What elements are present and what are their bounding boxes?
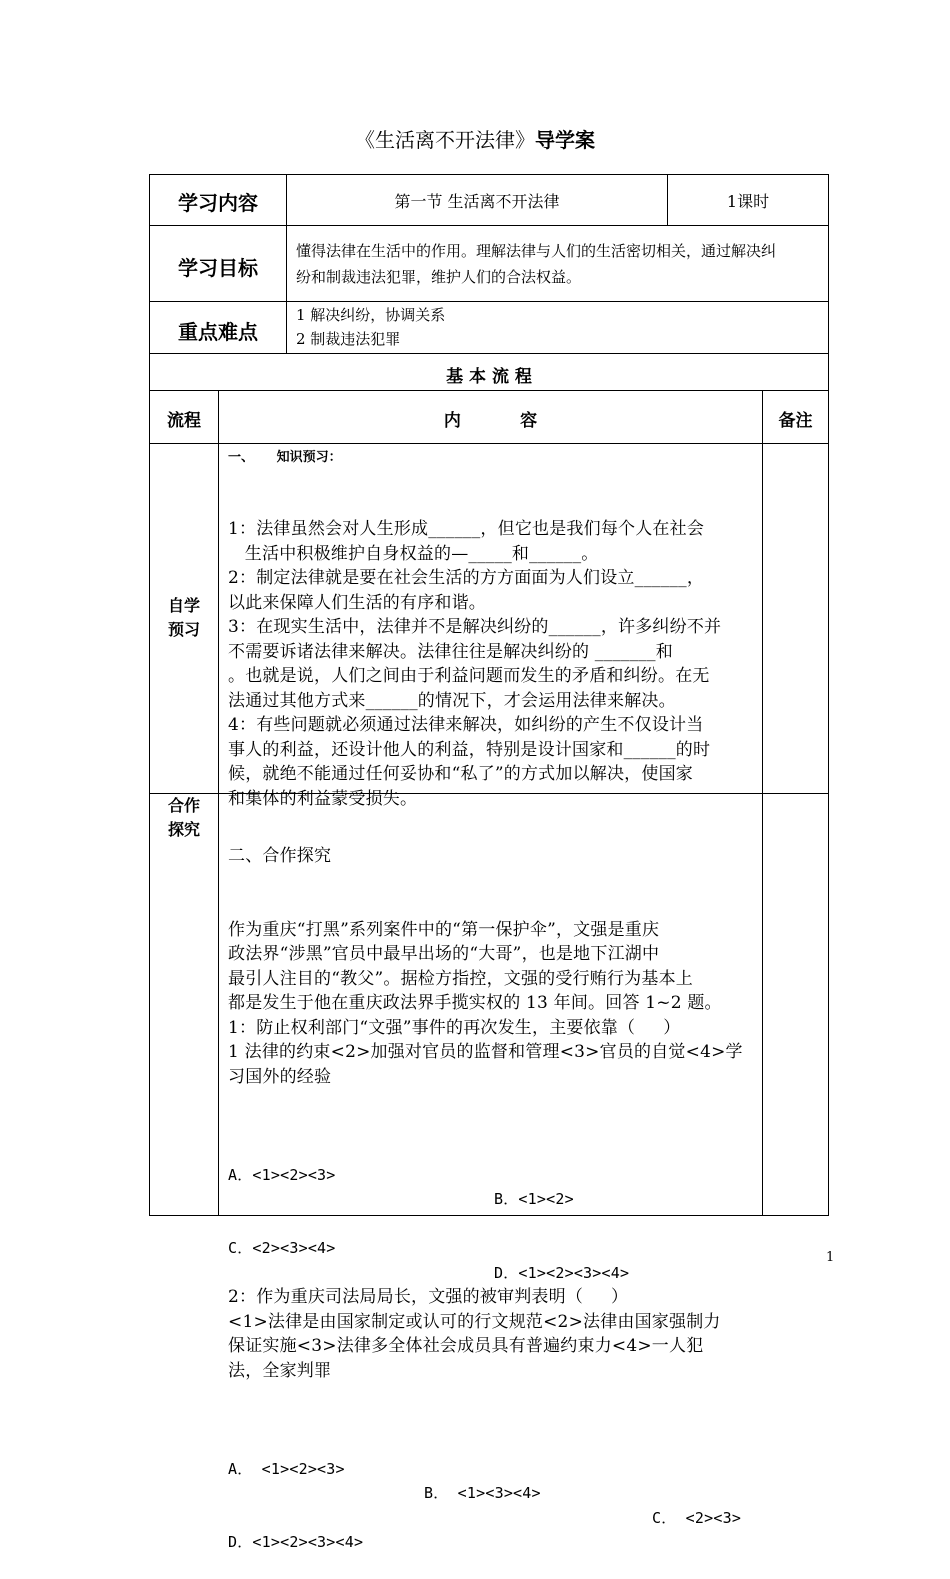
q1-option-a: A．<1><2><3> xyxy=(228,1165,336,1184)
key-label: 重点难点 xyxy=(178,320,258,344)
cooperation-label-line: 合作 xyxy=(167,796,200,815)
self-study-body xyxy=(228,468,760,836)
q1-option-c: C．<2><3><4> xyxy=(228,1239,336,1257)
self-study-line: 3：在现实生活中，法律并不是解决纠纷的______，许多纠纷不并 xyxy=(228,617,722,637)
self-study-line: 2：制定法律就是要在社会生活的方方面面为人们设立______， xyxy=(228,568,705,588)
goal-text xyxy=(296,238,776,290)
col-flow: 流程 xyxy=(167,411,201,431)
cooperation-body xyxy=(228,795,760,1555)
q2-options-row1 xyxy=(228,1432,760,1527)
key-point: 1 解决纠纷，协调关系 xyxy=(296,306,446,324)
q2-line: <1>法律是由国家制定或认可的行文规范<2>法律由国家强制力 xyxy=(228,1311,721,1332)
q1-options-row2 xyxy=(228,1212,760,1282)
self-study-heading: 一、 知识预习： xyxy=(228,450,342,465)
q1-options-row1 xyxy=(228,1138,760,1208)
cooperation-line: 作为重庆“打黑”系列案件中的“第一保护伞”，文强是重庆 xyxy=(228,919,660,940)
cooperation-line: 1：防止权利部门“文强”事件的再次发生，主要依靠（ ） xyxy=(228,1017,681,1038)
goal-line: 懂得法律在生活中的作用。理解法律与人们的生活密切相关，通过解决纠 xyxy=(296,242,777,260)
self-study-line: 4：有些问题就必须通过法律来解决，如纠纷的产生不仅设计当 xyxy=(228,715,704,735)
col-note: 备注 xyxy=(778,411,813,431)
page-title xyxy=(0,124,950,153)
title-suffix: 导学案 xyxy=(535,128,595,152)
self-study-line: 1：法律虽然会对人生形成______，但它也是我们每个人在社会 xyxy=(228,519,705,539)
goal-label: 学习目标 xyxy=(178,256,258,280)
title-main: 《生活离不开法律》 xyxy=(355,128,535,152)
q2-option-c: C． <2><3> xyxy=(652,1508,742,1527)
cooperation-label-line: 探究 xyxy=(167,820,200,839)
cooperation-line: 最引人注目的“教父”。据检方指控，文强的受行贿行为基本上 xyxy=(228,968,693,989)
q1-option-b: B．<1><2> xyxy=(494,1190,574,1208)
key-points xyxy=(296,303,445,351)
self-study-label xyxy=(150,594,218,642)
cooperation-line: 政法界“涉黑”官员中最早出场的“大哥”，也是地下江湖中 xyxy=(228,944,660,964)
content-value: 第一节 生活离不开法律 xyxy=(394,192,560,211)
col-content: 内 容 xyxy=(443,411,538,431)
self-study-line: 。也就是说，人们之间由于利益问题而发生的矛盾和纠纷。在无 xyxy=(228,666,710,686)
page-number: 1 xyxy=(826,1250,835,1265)
self-study-line: 生活中积极维护自身权益的—_____和______。 xyxy=(228,543,599,564)
flow-header: 基 本 流 程 xyxy=(446,367,532,387)
cooperation-label xyxy=(150,794,218,842)
q1-option-d: D．<1><2><3><4> xyxy=(494,1263,630,1282)
self-study-line: 事人的利益，还设计他人的利益，特别是设计国家和______的时 xyxy=(228,739,711,760)
q2-option-d: D．<1><2><3><4> xyxy=(228,1533,364,1551)
goal-line: 纷和制裁违法犯罪，维护人们的合法权益。 xyxy=(296,268,582,286)
q2-option-a: A． <1><2><3> xyxy=(228,1459,345,1478)
content-hours: 1课时 xyxy=(726,192,770,211)
cooperation-line: 习国外的经验 xyxy=(228,1066,332,1087)
self-study-line: 和集体的利益蒙受损失。 xyxy=(228,788,418,809)
self-study-line: 不需要诉诸法律来解决。法律往往是解决纠纷的 _______和 xyxy=(228,641,673,662)
self-study-label-line: 预习 xyxy=(167,620,200,639)
self-study-label-line: 自学 xyxy=(167,596,200,615)
self-study-line: 候，就绝不能通过任何妥协和“私了”的方式加以解决，使国家 xyxy=(228,764,693,784)
content-label: 学习内容 xyxy=(178,191,258,215)
q2-options-row2 xyxy=(228,1506,760,1551)
q2-line: 保证实施<3>法律多全体社会成员具有普遍约束力<4>一人犯 xyxy=(228,1336,704,1356)
q2-option-b: B． <1><3><4> xyxy=(424,1484,541,1502)
key-point: 2 制裁违法犯罪 xyxy=(296,330,401,348)
cooperation-line: 都是发生于他在重庆政法界手揽实权的 13 年间。回答 1~2 题。 xyxy=(228,993,722,1013)
cooperation-heading: 二、合作探究 xyxy=(228,846,332,866)
self-study-line: 以此来保障人们生活的有序和谐。 xyxy=(228,592,486,613)
q2-line: 2：作为重庆司法局局长，文强的被审判表明（ ） xyxy=(228,1287,629,1307)
cooperation-line: 1 法律的约束<2>加强对官员的监督和管理<3>官员的自觉<4>学 xyxy=(228,1042,743,1062)
q2-line: 法，全家判罪 xyxy=(228,1360,332,1381)
self-study-line: 法通过其他方式来______的情况下，才会运用法律来解决。 xyxy=(228,690,676,711)
